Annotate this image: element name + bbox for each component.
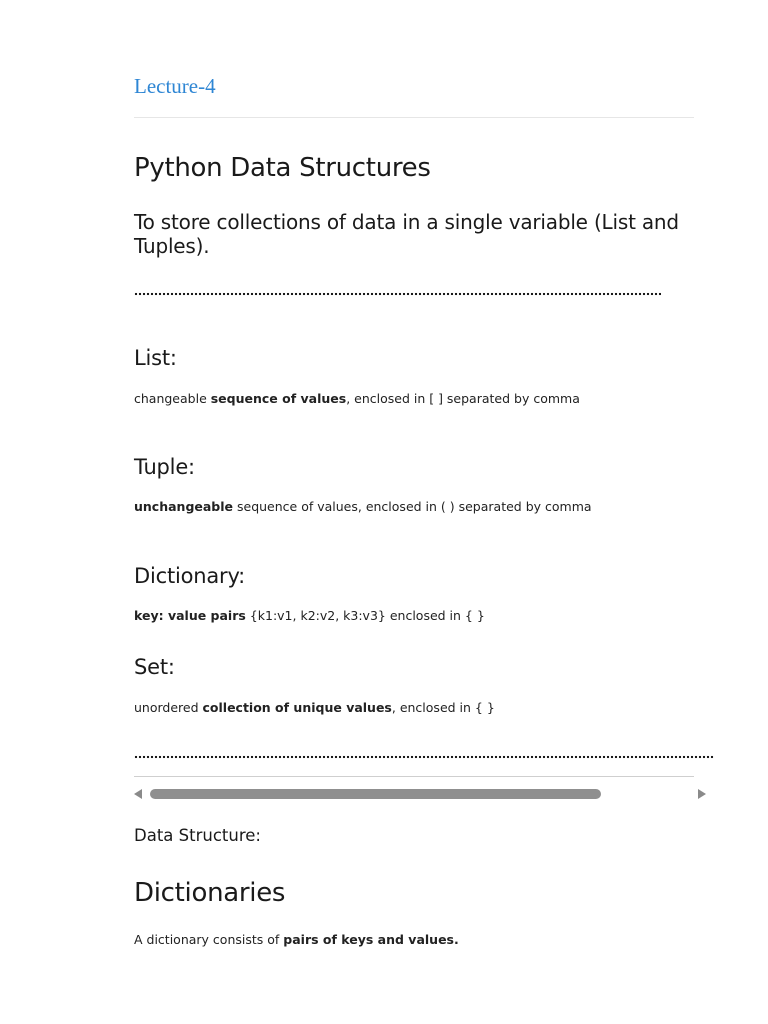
set-desc-post: , enclosed in { }: [391, 700, 495, 715]
set-heading: Set:: [134, 655, 175, 679]
horizontal-scrollbar-thumb[interactable]: [150, 789, 601, 799]
dictionaries-intro: [134, 932, 459, 947]
dictionary-desc-bold: key: value pairs: [134, 608, 246, 623]
dictionary-heading: Dictionary:: [134, 564, 246, 588]
page-subtitle: To store collections of data in a single variable (List and Tuples).: [134, 210, 679, 258]
scroll-left-arrow-icon[interactable]: [134, 789, 142, 799]
dotted-separator-bottom: [134, 755, 714, 759]
list-desc-pre: changeable: [134, 391, 211, 406]
bottom-divider: [134, 776, 694, 777]
dotted-separator-top: [134, 292, 661, 296]
tuple-description: [134, 499, 592, 514]
tuple-desc-post: sequence of values, enclosed in ( ) separated by comma: [233, 499, 592, 514]
tuple-heading: Tuple:: [134, 455, 195, 479]
set-description: [134, 700, 495, 715]
set-desc-pre: unordered: [134, 700, 203, 715]
dictionaries-heading: Dictionaries: [134, 878, 286, 908]
list-description: [134, 391, 580, 406]
dict-intro-pre: A dictionary consists of: [134, 932, 284, 947]
page-title: Python Data Structures: [134, 153, 431, 183]
list-desc-post: , enclosed in [ ] separated by comma: [346, 391, 580, 406]
dictionary-description: [134, 608, 485, 623]
dict-intro-bold: pairs of keys and values.: [283, 932, 459, 947]
data-structure-label: Data Structure:: [134, 826, 261, 845]
dictionary-desc-post: {k1:v1, k2:v2, k3:v3} enclosed in { }: [245, 608, 485, 623]
tuple-desc-bold: unchangeable: [134, 499, 234, 514]
scroll-right-arrow-icon[interactable]: [698, 789, 706, 799]
set-desc-bold: collection of unique values: [202, 700, 392, 715]
list-desc-bold: sequence of values: [210, 391, 347, 406]
top-divider: [134, 117, 694, 118]
lecture-label: Lecture-4: [134, 74, 216, 98]
list-heading: List:: [134, 346, 177, 370]
